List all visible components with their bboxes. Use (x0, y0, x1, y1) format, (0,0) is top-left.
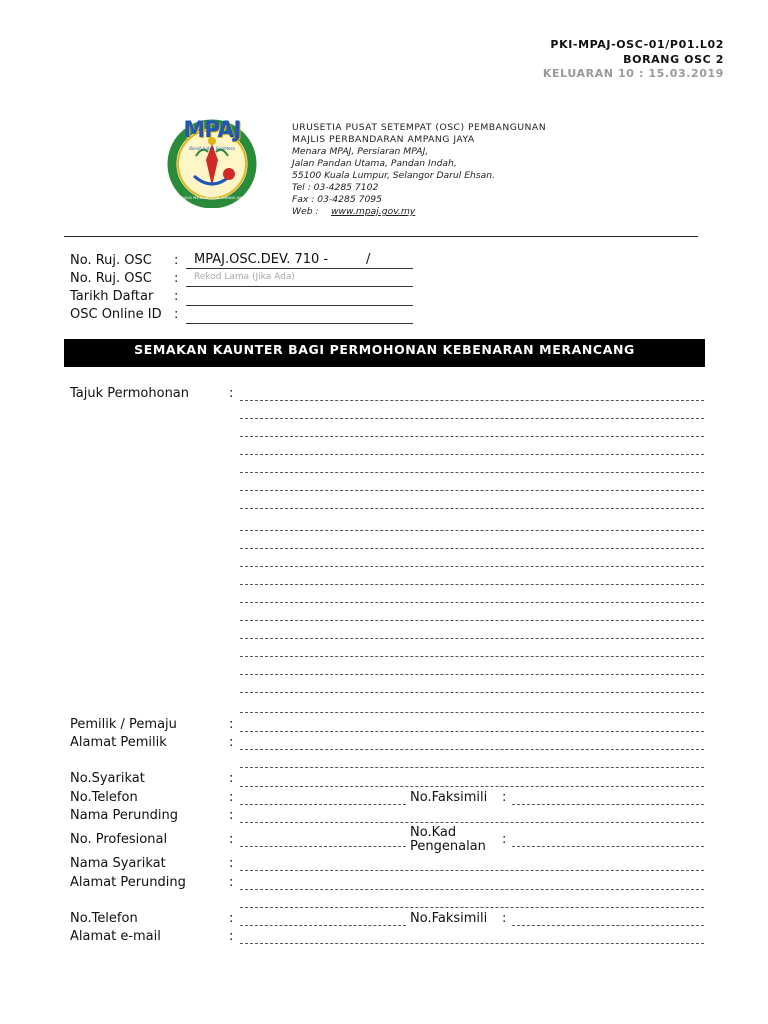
address-line-2: MAJLIS PERBANDARAN AMPANG JAYA (292, 134, 475, 145)
osc-ref-colon: : (174, 253, 179, 268)
tajuk-line[interactable] (240, 548, 704, 549)
tajuk-line[interactable] (240, 584, 704, 585)
pengenalan-label: Pengenalan (410, 839, 486, 854)
osc-ref-slash: / (366, 252, 371, 267)
address-web-label: Web : (292, 206, 319, 217)
tajuk-line[interactable] (240, 712, 704, 713)
online-id-line[interactable] (186, 323, 413, 324)
alamat-pemilik-label: Alamat Pemilik (70, 735, 167, 750)
no-syarikat-line[interactable] (240, 786, 704, 787)
address-line-5: 55100 Kuala Lumpur, Selangor Darul Ehsan. (292, 170, 496, 181)
date-line[interactable] (186, 305, 413, 306)
osc-ref2-label: No. Ruj. OSC (70, 271, 152, 286)
alamat-perunding-line[interactable] (240, 889, 704, 890)
pemilik-label: Pemilik / Pemaju (70, 717, 177, 732)
pemilik-colon: : (229, 717, 234, 732)
online-id-colon: : (174, 307, 179, 322)
no-telefon-line[interactable] (240, 804, 406, 805)
alamat-perunding-line[interactable] (240, 907, 704, 908)
tajuk-line[interactable] (240, 674, 704, 675)
no-telefon2-colon: : (229, 911, 234, 926)
osc-ref2-line[interactable] (186, 286, 413, 287)
address-tel: Tel : 03-4285 7102 (292, 182, 379, 193)
tajuk-colon: : (229, 386, 234, 401)
no-kad-colon: : (502, 832, 507, 847)
form-code: PKI-MPAJ-OSC-01/P01.L02 (550, 38, 724, 51)
no-telefon2-label: No.Telefon (70, 911, 138, 926)
tajuk-line[interactable] (240, 418, 704, 419)
tajuk-line[interactable] (240, 530, 704, 531)
tajuk-line[interactable] (240, 454, 704, 455)
online-id-label: OSC Online ID (70, 307, 162, 322)
logo-motto: Bersih Indah Sejahtera (189, 146, 235, 151)
no-telefon-label: No.Telefon (70, 790, 138, 805)
tajuk-line[interactable] (240, 620, 704, 621)
no-faksimili2-colon: : (502, 911, 507, 926)
tajuk-line[interactable] (240, 400, 704, 401)
alamat-pemilik-colon: : (229, 735, 234, 750)
alamat-pemilik-line[interactable] (240, 767, 704, 768)
section-title: SEMAKAN KAUNTER BAGI PERMOHONAN KEBENARAN MERANCANG (64, 339, 705, 367)
tajuk-line[interactable] (240, 472, 704, 473)
address-web-link[interactable]: www.mpaj.gov.my (331, 206, 416, 217)
address-line-4: Jalan Pandan Utama, Pandan Indah, (292, 158, 457, 169)
nama-perunding-line[interactable] (240, 822, 704, 823)
no-faksimili2-label: No.Faksimili (410, 911, 488, 926)
address-line-1: URUSETIA PUSAT SETEMPAT (OSC) PEMBANGUNAN (292, 122, 547, 133)
tajuk-label: Tajuk Permohonan (70, 386, 190, 401)
no-profesional-line[interactable] (240, 846, 406, 847)
no-telefon-colon: : (229, 790, 234, 805)
no-kad-label: No.Kad (410, 825, 457, 840)
date-colon: : (174, 289, 179, 304)
tajuk-line[interactable] (240, 638, 704, 639)
pemilik-line[interactable] (240, 731, 704, 732)
alamat-perunding-label: Alamat Perunding (70, 875, 186, 890)
no-faksimili-label: No.Faksimili (410, 790, 488, 805)
address-line-3: Menara MPAJ, Persiaran MPAJ, (292, 146, 429, 157)
alamat-email-label: Alamat e-mail (70, 929, 161, 944)
logo-text: MPAJ (183, 118, 241, 143)
no-profesional-colon: : (229, 832, 234, 847)
form-name: BORANG OSC 2 (623, 53, 724, 66)
address-fax: Fax : 03-4285 7095 (292, 194, 382, 205)
no-profesional-label: No. Profesional (70, 832, 168, 847)
osc-ref2-colon: : (174, 271, 179, 286)
mpaj-logo (166, 116, 258, 208)
tajuk-line[interactable] (240, 692, 704, 693)
tajuk-line[interactable] (240, 656, 704, 657)
tajuk-line[interactable] (240, 508, 704, 509)
nama-perunding-colon: : (229, 808, 234, 823)
tajuk-line[interactable] (240, 566, 704, 567)
no-syarikat-label: No.Syarikat (70, 771, 145, 786)
alamat-perunding-colon: : (229, 875, 234, 890)
no-faksimili2-line[interactable] (512, 925, 704, 926)
issue-date: KELUARAN 10 : 15.03.2019 (542, 67, 724, 80)
no-faksimili-colon: : (502, 790, 507, 805)
osc-ref-line[interactable] (186, 268, 413, 269)
tajuk-line[interactable] (240, 602, 704, 603)
no-syarikat-colon: : (229, 771, 234, 786)
osc-ref-label: No. Ruj. OSC (70, 253, 152, 268)
date-label: Tarikh Daftar (70, 289, 154, 304)
alamat-pemilik-line[interactable] (240, 749, 704, 750)
alamat-email-colon: : (229, 929, 234, 944)
nama-syarikat-colon: : (229, 856, 234, 871)
nama-syarikat-label: Nama Syarikat (70, 856, 166, 871)
tajuk-line[interactable] (240, 490, 704, 491)
osc-ref-value: MPAJ.OSC.DEV. 710 - (194, 252, 329, 267)
no-telefon2-line[interactable] (240, 925, 406, 926)
no-faksimili-line[interactable] (512, 804, 704, 805)
tajuk-line[interactable] (240, 436, 704, 437)
alamat-email-line[interactable] (240, 943, 704, 944)
nama-syarikat-line[interactable] (240, 870, 704, 871)
nama-perunding-label: Nama Perunding (70, 808, 179, 823)
header-divider (64, 236, 698, 237)
osc-ref2-hint: Rekod Lama (Jika Ada) (194, 272, 295, 282)
logo-ring-text: MAJLIS PERBANDARAN AMPANG JAYA (180, 196, 244, 200)
no-kad-line[interactable] (512, 846, 704, 847)
